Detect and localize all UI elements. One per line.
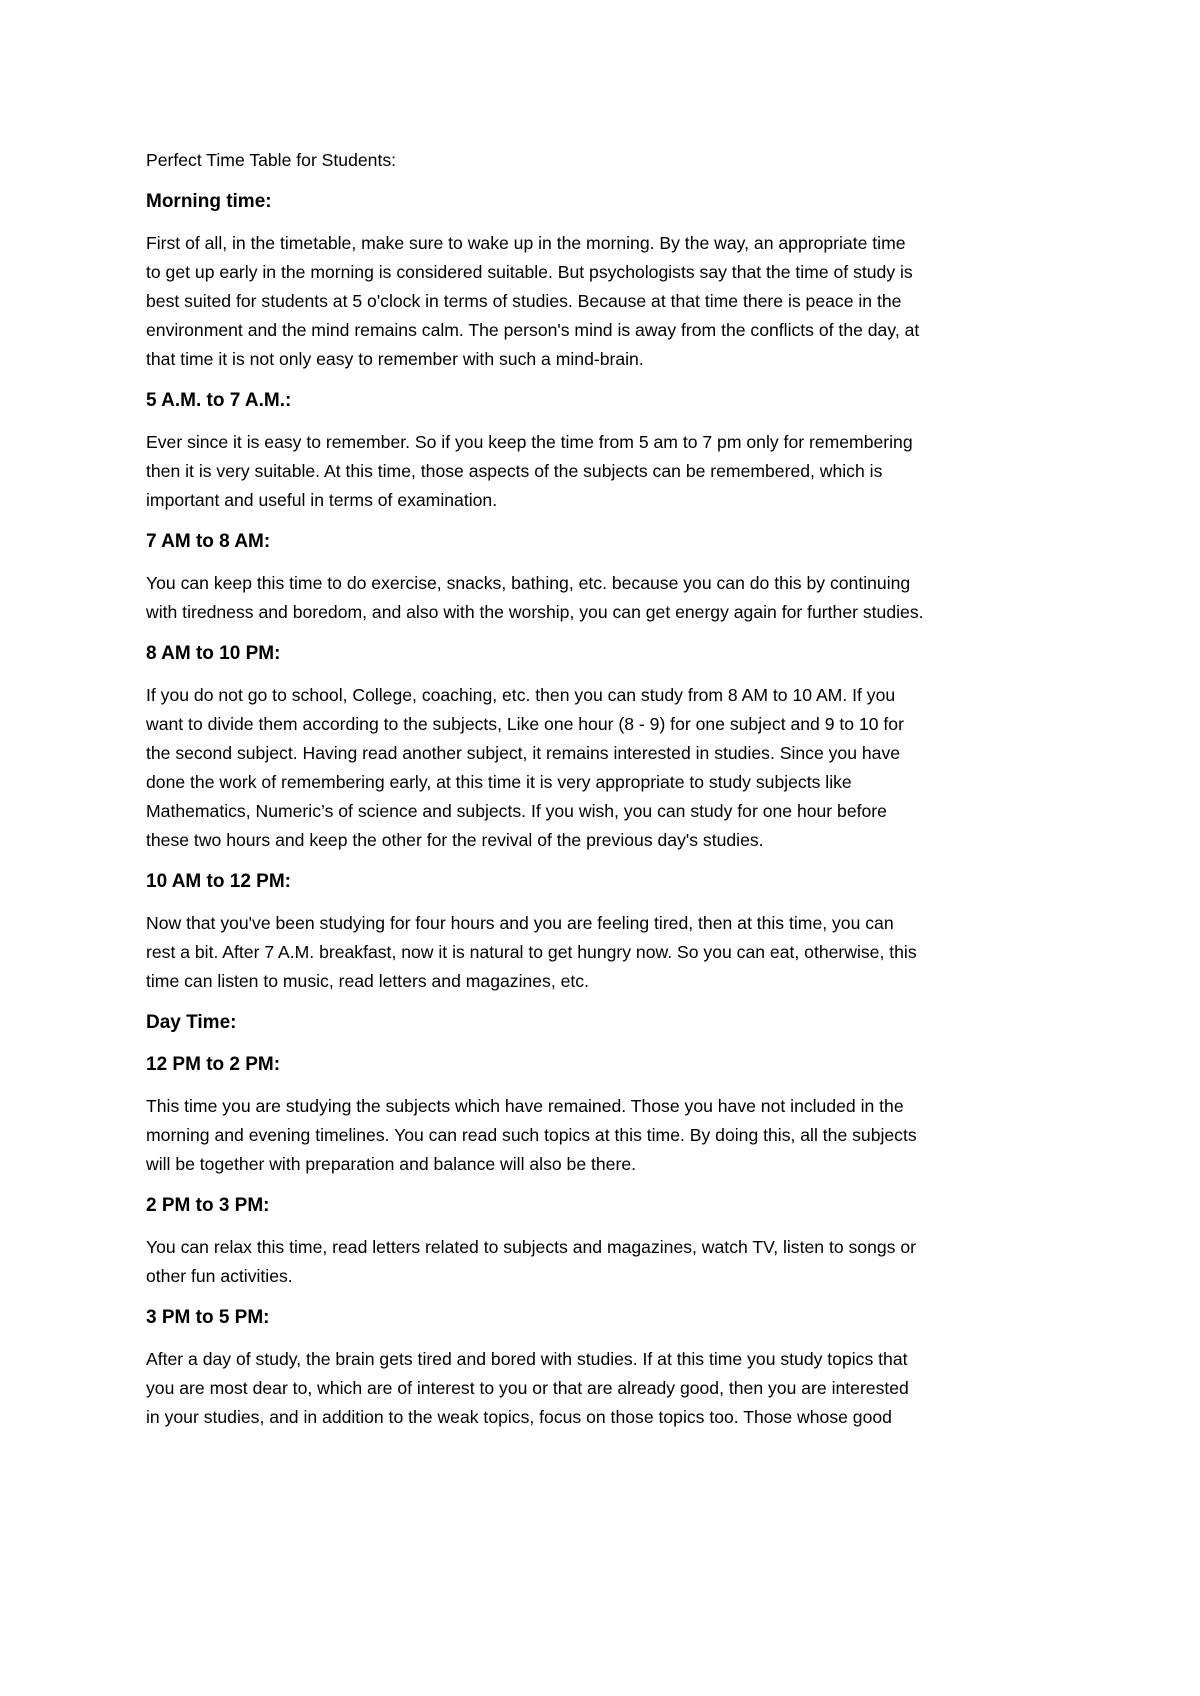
section [146,1008,1066,1038]
paragraph-line: This time you are studying the subjects which have remained. Those you have not included in the [146,1096,904,1116]
section-paragraph [146,1092,1066,1179]
section [146,1050,1066,1179]
paragraph-line: in your studies, and in addition to the weak topics, focus on those topics too. Those whose good [146,1407,892,1427]
paragraph-line: Ever since it is easy to remember. So if you keep the time from 5 am to 7 pm only for remembering [146,432,913,452]
paragraph-line: best suited for students at 5 o'clock in terms of studies. Because at that time there is peace in the [146,291,902,311]
section-paragraph [146,229,1066,374]
section-paragraph [146,1345,1066,1432]
paragraph-line: You can keep this time to do exercise, snacks, bathing, etc. because you can do this by continuing [146,573,911,593]
paragraph-line: time can listen to music, read letters and magazines, etc. [146,971,589,991]
paragraph-line: important and useful in terms of examination. [146,490,498,510]
paragraph-line: done the work of remembering early, at this time it is very appropriate to study subjects like [146,772,852,792]
paragraph-line: morning and evening timelines. You can read such topics at this time. By doing this, all the subjects [146,1125,917,1145]
document-page [146,146,1066,1444]
paragraph-line: After a day of study, the brain gets tired and bored with studies. If at this time you study topics that [146,1349,908,1369]
paragraph-line: other fun activities. [146,1266,293,1286]
paragraph-line: with tiredness and boredom, and also with the worship, you can get energy again for further studies. [146,602,924,622]
paragraph-line: Mathematics, Numeric’s of science and subjects. If you wish, you can study for one hour before [146,801,887,821]
section [146,867,1066,996]
paragraph-line: rest a bit. After 7 A.M. breakfast, now it is natural to get hungry now. So you can eat, otherwise, this [146,942,917,962]
paragraph-line: First of all, in the timetable, make sure to wake up in the morning. By the way, an appropriate time [146,233,906,253]
section-heading: 7 AM to 8 AM: [146,531,271,552]
section-heading: 12 PM to 2 PM: [146,1054,281,1075]
section-heading: 5 A.M. to 7 A.M.: [146,390,292,411]
section-paragraph [146,569,1066,627]
paragraph-line: environment and the mind remains calm. The person's mind is away from the conflicts of the day, at [146,320,920,340]
section-heading: 2 PM to 3 PM: [146,1195,270,1216]
paragraph-line: If you do not go to school, College, coaching, etc. then you can study from 8 AM to 10 AM. If you [146,685,896,705]
paragraph-line: to get up early in the morning is considered suitable. But psychologists say that the time of study is [146,262,913,282]
document-title: Perfect Time Table for Students: [146,150,397,170]
section-heading: Morning time: [146,191,272,212]
paragraph-line: You can relax this time, read letters related to subjects and magazines, watch TV, listen to songs or [146,1237,916,1257]
section [146,527,1066,627]
document-body [146,187,1066,1432]
section-paragraph [146,681,1066,855]
paragraph-line: will be together with preparation and balance will also be there. [146,1154,636,1174]
section [146,386,1066,515]
section [146,639,1066,855]
paragraph-line: you are most dear to, which are of interest to you or that are already good, then you are interested [146,1378,909,1398]
paragraph-line: that time it is not only easy to remember with such a mind-brain. [146,349,644,369]
section-paragraph [146,909,1066,996]
section [146,187,1066,374]
section-heading: 8 AM to 10 PM: [146,643,281,664]
section-heading: 3 PM to 5 PM: [146,1307,270,1328]
paragraph-line: Now that you've been studying for four hours and you are feeling tired, then at this time, you can [146,913,894,933]
section-heading: Day Time: [146,1012,237,1033]
paragraph-line: the second subject. Having read another subject, it remains interested in studies. Since you have [146,743,901,763]
section-heading: 10 AM to 12 PM: [146,871,291,892]
paragraph-line: want to divide them according to the subjects, Like one hour (8 - 9) for one subject and 9 to 10 for [146,714,904,734]
section [146,1191,1066,1291]
section-paragraph [146,428,1066,515]
section [146,1303,1066,1432]
paragraph-line: these two hours and keep the other for the revival of the previous day's studies. [146,830,764,850]
section-paragraph [146,1233,1066,1291]
paragraph-line: then it is very suitable. At this time, those aspects of the subjects can be remembered, which is [146,461,883,481]
